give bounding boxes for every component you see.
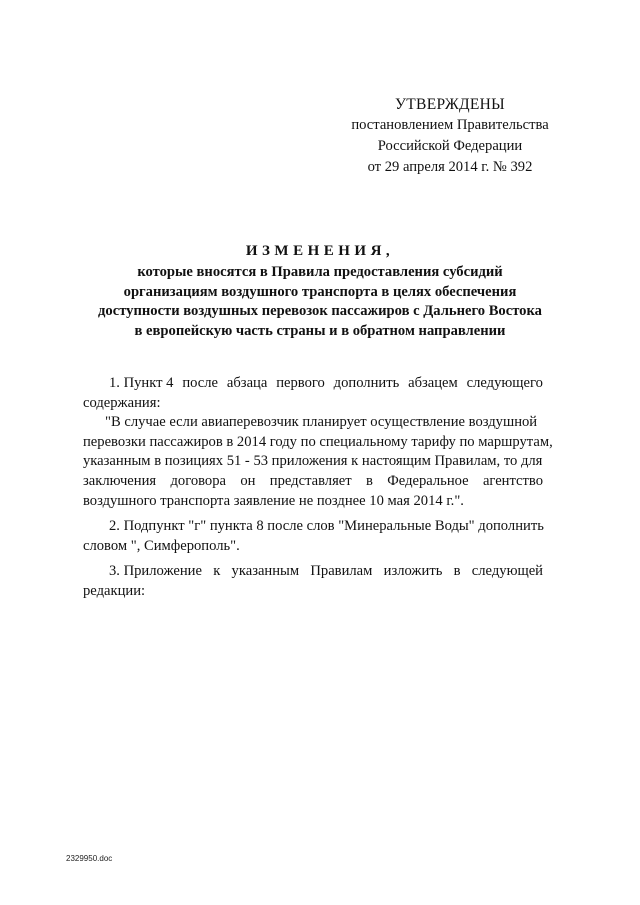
document-code: 2329950.doc [66,854,113,863]
word: заключения [83,472,157,489]
paragraph-2-line-1 [98,517,543,537]
quote-line-1 [83,413,543,433]
paragraph-1-line-2 [83,394,543,414]
word: он [240,472,256,489]
word: следующего [466,375,543,391]
approval-date-number: от 29 апреля 2014 г. № 392 [367,159,533,175]
quoted-paragraph [83,413,553,511]
paragraph-1-line-1 [98,374,543,394]
paragraph-1 [83,374,543,413]
paragraph-3-line-2 [83,582,543,602]
text: "В случае если авиаперевозчик планирует осуществление воздушной [105,414,538,431]
paragraph-3 [83,562,543,601]
approval-by-resolution: постановлением Правительства [351,117,549,133]
document-body [83,374,553,602]
word: Федеральное [387,472,469,489]
approval-stamp [330,94,570,178]
word: абзаца [226,375,268,391]
word: 1. Пункт 4 [109,375,174,391]
word: следующей [471,563,543,580]
title-line-1: которые вносятся в Правила предоставления субсидий [137,264,503,280]
word: изложить [383,563,443,580]
word: после [182,375,219,391]
word: в [366,472,373,489]
text: словом ", Симферополь". [83,537,240,554]
word: указанным [231,563,300,580]
approval-government: Российской Федерации [377,138,523,154]
title-heading: ИЗМЕНЕНИЯ, [245,243,395,259]
word: к [213,563,221,580]
title-line-4: в европейскую часть страны и в обратном направлении [134,322,506,339]
word: договора [170,472,226,489]
title-line-3: доступности воздушных перевозок пассажиров с Дальнего Востока [98,303,542,319]
text: 2. Подпункт "г" пункта 8 после слов "Минеральные Воды" дополнить [109,518,544,535]
paragraph-2-line-2 [83,537,543,557]
word: в [453,563,461,580]
word: редакции: [83,582,146,599]
quote-line-2 [83,433,553,453]
text: перевозки пассажиров в 2014 году по специальному тарифу по маршрутам, [83,433,553,450]
word: представляет [269,472,352,489]
title-line-2: организациям воздушного транспорта в целях обеспечения [123,283,517,300]
word: содержания: [83,394,161,411]
quote-line-5 [83,492,543,512]
paragraph-2 [83,517,544,556]
word: 3. Приложение [109,563,202,580]
paragraph-3-line-1 [98,562,543,582]
document-title [60,240,580,341]
quote-line-3 [83,452,543,472]
approval-heading: УТВЕРЖДЕНЫ [395,96,505,113]
word: Правилам [310,563,373,580]
word: первого [276,375,325,391]
text: указанным в позициях 51 - 53 приложения к настоящим Правилам, то для [83,453,543,470]
word: дополнить [333,375,400,391]
word: абзацем [408,375,458,391]
text: воздушного транспорта заявление не позднее 10 мая 2014 г.". [83,492,464,509]
quote-line-4 [83,472,543,492]
word: агентство [482,472,543,489]
